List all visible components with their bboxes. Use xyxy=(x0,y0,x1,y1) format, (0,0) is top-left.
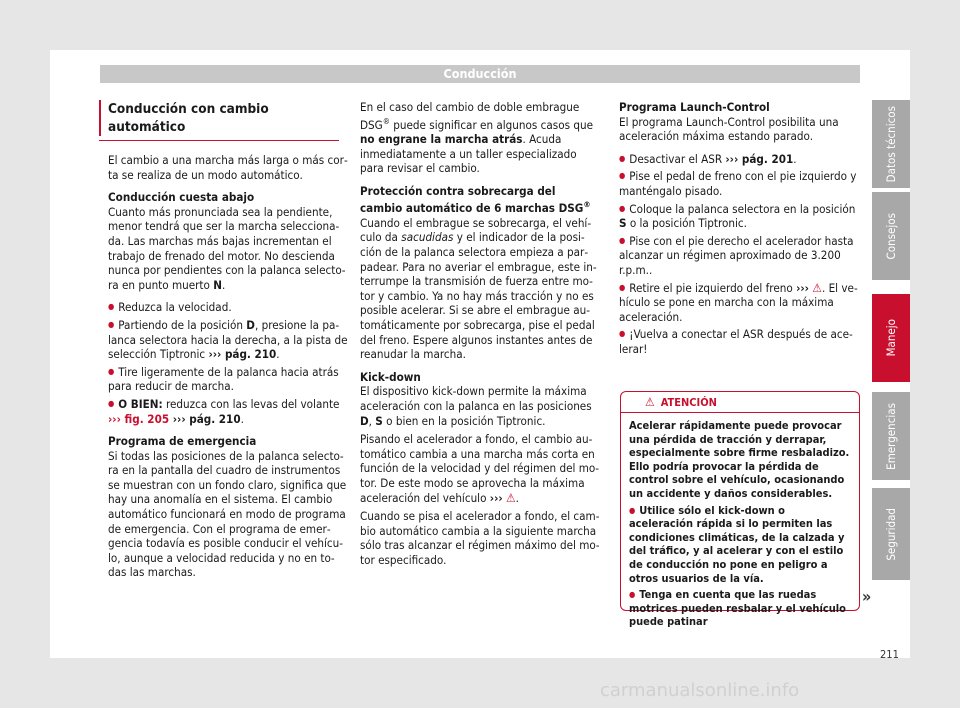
warning-text: Acelerar rápidamente puede provocar una pérdida de tracción y derrapar, especialmente sobre firme resbaladizo. Ello podría provocar la pérdida de control sobre el vehículo, ocasionando un accidente y daños considerables. xyxy=(629,419,850,500)
paragraph: En el caso del cambio de doble embrague DSG® puede significar en algunos casos que no engrane la marcha atrás. Acuda inmediatamente a un taller especializado para revisar el cambio. xyxy=(360,100,593,176)
section-header: Conducción xyxy=(100,65,860,83)
tab-consejos[interactable]: Consejos xyxy=(872,192,910,280)
subheading: Kick-down xyxy=(360,369,421,384)
subheading: Programa de emergencia xyxy=(108,434,257,449)
warning-triangle-icon: ⚠ xyxy=(645,395,655,409)
subheading: Protección contra sobrecarga del cambio automático de 6 marchas DSG® xyxy=(360,183,591,216)
page-reference-link[interactable]: ››› pág. 210 xyxy=(169,411,241,426)
paragraph: Si todas las posiciones de la palanca selectora en la pantalla del cuadro de instrumentos se muestran con un fondo claro, significa que hay una anomalía en el sistema. El cambio automático funcionará en modo de programa de emergencia. Con el programa de emergencia todavía es posible conducir el vehículo, aunque a velocidad reducida y no en todas las marchas. xyxy=(108,448,347,580)
warning-reference-link[interactable]: ››› xyxy=(489,490,503,505)
list-item: ● Desactivar el ASR ››› pág. 201. xyxy=(619,152,859,167)
warning-reference-link[interactable]: ››› xyxy=(796,280,809,295)
page-reference-link[interactable]: ››› pág. 201 xyxy=(725,151,794,166)
warning-list-item: ● Tenga en cuenta que las ruedas motrices pueden resbalar y el vehículo puede patinar xyxy=(629,588,851,629)
page-title: Conducción con cambio automático xyxy=(99,100,348,136)
paragraph: Cuanto más pronunciada sea la pendiente, menor tendrá que ser la marcha seleccionada. Las marchas más bajas incrementan el trabajo de frenado del motor. No descienda nunca por pendientes con la palanca selectora en punto muerto N. xyxy=(108,204,346,292)
continue-arrow-icon: » xyxy=(862,587,872,606)
list-item: ● Partiendo de la posición D, presione la palanca selectora hacia la derecha, a la pista de selección Tiptronic ››› pág. 210. xyxy=(108,318,348,362)
list-item: ● Reduzca la velocidad. xyxy=(108,300,348,315)
warning-triangle-icon: ⚠ xyxy=(812,280,822,295)
warning-box xyxy=(620,391,860,629)
warning-triangle-icon: ⚠ xyxy=(505,490,516,505)
paragraph: El cambio a una marcha más larga o más corta se realiza de un modo automático. xyxy=(108,153,348,182)
list-item: ● Tire ligeramente de la palanca hacia atrás para reducir de marcha. xyxy=(108,365,348,394)
column-1 xyxy=(108,100,348,588)
list-item: ● ¡Vuelva a conectar el ASR después de acelerar! xyxy=(619,327,859,356)
tab-emergencias[interactable]: Emergencias xyxy=(872,392,910,480)
figure-reference-link[interactable]: ››› fig. 205 xyxy=(108,411,170,426)
page-reference-link[interactable]: ››› pág. 210 xyxy=(208,347,277,362)
paragraph: El programa Launch-Control posibilita una aceleración máxima estando parado. xyxy=(619,114,839,144)
list-item: ● O BIEN: reduzca con las levas del volante ››› fig. 205 ››› pág. 210. xyxy=(108,397,348,426)
list-item: ● Pise con el pie derecho el acelerador hasta alcanzar un régimen aproximado de 3.200 r.p.m.. xyxy=(619,234,859,278)
paragraph: Cuando se pisa el acelerador a fondo, el cambio automático cambia a la siguiente marcha sólo tras alcanzar el régimen máximo del motor especificado. xyxy=(360,509,600,567)
subheading: Conducción cuesta abajo xyxy=(108,190,255,205)
list-item: ● Retire el pie izquierdo del freno ››› ⚠. El vehículo se pone en marcha con la máxima aceleración. xyxy=(619,281,859,325)
paragraph: Cuando el embrague se sobrecarga, el vehículo da sacudidas y el indicador de la posición de la palanca selectora empieza a parpadear. Para no averiar el embrague, este interrumpe la transmisión de fuerza entre motor y cambio. Ya no hay más tracción y no es posible acelerar. Si se abre el embrague automáticamente por sobrecarga, pise el pedal del freno. Espere algunos instantes antes de reanudar la marcha. xyxy=(360,215,597,362)
list-item: ● Pise el pedal de freno con el pie izquierdo y manténgalo pisado. xyxy=(619,169,859,198)
column-3 xyxy=(619,100,859,360)
warning-header: ⚠ ATENCIÓN xyxy=(621,392,859,413)
page-number: 211 xyxy=(880,648,899,661)
watermark: carmanualsonline.info xyxy=(600,680,800,701)
paragraph: Pisando el acelerador a fondo, el cambio automático cambia a una marcha más corta en función de la velocidad y del régimen del motor. De este modo se aprovecha la máxima aceleración del vehículo ››› ⚠. xyxy=(360,432,600,505)
warning-list-item: ● Utilice sólo el kick-down o aceleración rápida si lo permiten las condiciones climáticas, de la calzada y del tráfico, y al acelerar y con el estilo de conducción no pone en peligro a otros usuarios de la vía. xyxy=(629,504,851,586)
tab-manejo[interactable]: Manejo xyxy=(872,294,910,382)
subheading: Programa Launch-Control xyxy=(619,100,770,114)
title-rule xyxy=(99,140,339,141)
column-2 xyxy=(360,100,600,576)
tab-seguridad[interactable]: Seguridad xyxy=(872,488,910,580)
list-item: ● Coloque la palanca selectora en la posición S o la posición Tiptronic. xyxy=(619,202,859,231)
tab-datos-tecnicos[interactable]: Datos técnicos xyxy=(872,100,910,188)
paragraph: El dispositivo kick-down permite la máxima aceleración con la palanca en las posiciones D, S o bien en la posición Tiptronic. xyxy=(360,384,592,428)
